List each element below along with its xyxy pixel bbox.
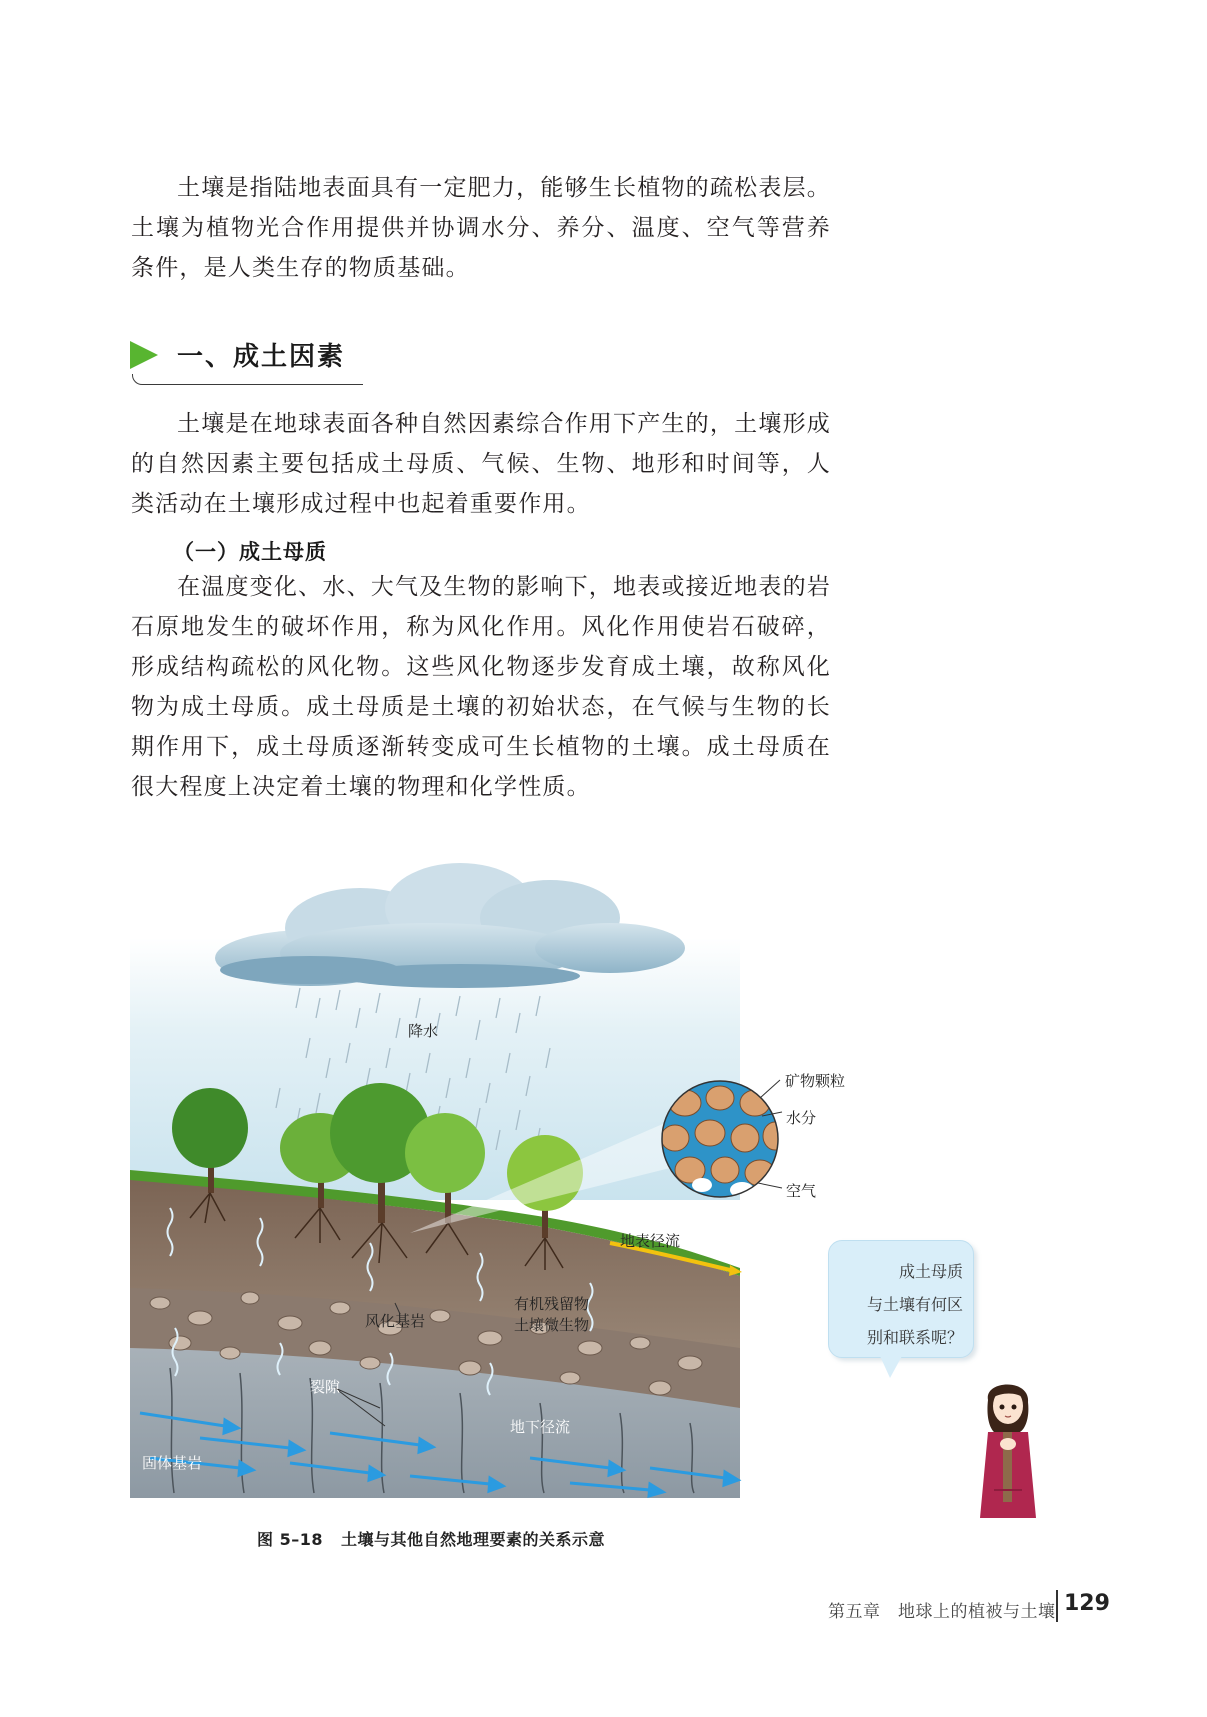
figure-caption [257, 1527, 605, 1550]
footer-divider [1056, 1590, 1058, 1622]
subsection-title: （一）成土母质 [173, 540, 327, 564]
bubble-line: 别和联系呢？ [866, 1328, 963, 1347]
speech-bubble [828, 1240, 974, 1358]
soil-particle-magnifier [661, 1081, 787, 1198]
heading-underline [132, 374, 363, 385]
label-soil-microbes: 土壤微生物 [514, 1316, 590, 1334]
intro-paragraph [131, 168, 831, 288]
speech-bubble-tail [880, 1356, 902, 1378]
bubble-line: 成土母质 [898, 1262, 963, 1281]
factors-paragraph [131, 404, 831, 524]
caption-number: 图 5–18 [257, 1530, 323, 1549]
footer-chapter-title: 第五章 地球上的植被与土壤 [828, 1602, 1056, 1622]
factors-text: 土壤是在地球表面各种自然因素综合作用下产生的，土壤形成的自然因素主要包括成土母质、气候、生物、地形和时间等，人类活动在土壤形成过程中也起着重要作用。 [131, 411, 831, 517]
label-groundwater: 地下径流 [510, 1418, 571, 1436]
label-weathered-bedrock: 风化基岩 [365, 1312, 426, 1330]
bubble-line: 与土壤有何区 [866, 1295, 963, 1314]
section-title: 一、成土因素 [177, 342, 346, 372]
label-air: 空气 [786, 1182, 817, 1200]
play-triangle-icon [130, 341, 158, 369]
label-mineral-particles: 矿物颗粒 [785, 1072, 846, 1090]
intro-text: 土壤是指陆地表面具有一定肥力，能够生长植物的疏松表层。土壤为植物光合作用提供并协调水分、养分、温度、空气等营养条件，是人类生存的物质基础。 [131, 175, 831, 281]
label-surface-runoff: 地表径流 [620, 1232, 681, 1250]
caption-text: 土壤与其他自然地理要素的关系示意 [340, 1530, 605, 1549]
parent-material-text: 在温度变化、水、大气及生物的影响下，地表或接近地表的岩石原地发生的破坏作用，称为风化作用。风化作用使岩石破碎，形成结构疏松的风化物。这些风化物逐步发育成土壤，故称风化物为成土母质。成土母质是土壤的初始状态，在气候与生物的长期作用下，成土母质逐渐转变成可生长植物的土壤。成土母质在很大程度上决定着土壤的物理和化学性质。 [131, 574, 831, 800]
student-girl-illustration [970, 1370, 1045, 1520]
cloud [215, 863, 685, 988]
label-organic-residue: 有机残留物 [514, 1295, 590, 1313]
bubble-text [841, 1255, 963, 1354]
label-precipitation: 降水 [408, 1022, 439, 1040]
parent-material-paragraph [131, 567, 831, 807]
page-number: 129 [1064, 1591, 1110, 1616]
section-heading [130, 336, 362, 382]
soil-figure [130, 848, 850, 1508]
label-fissure: 裂隙 [310, 1378, 341, 1396]
label-solid-bedrock: 固体基岩 [142, 1454, 203, 1472]
label-water: 水分 [786, 1109, 817, 1127]
soil-illustration [130, 848, 850, 1508]
